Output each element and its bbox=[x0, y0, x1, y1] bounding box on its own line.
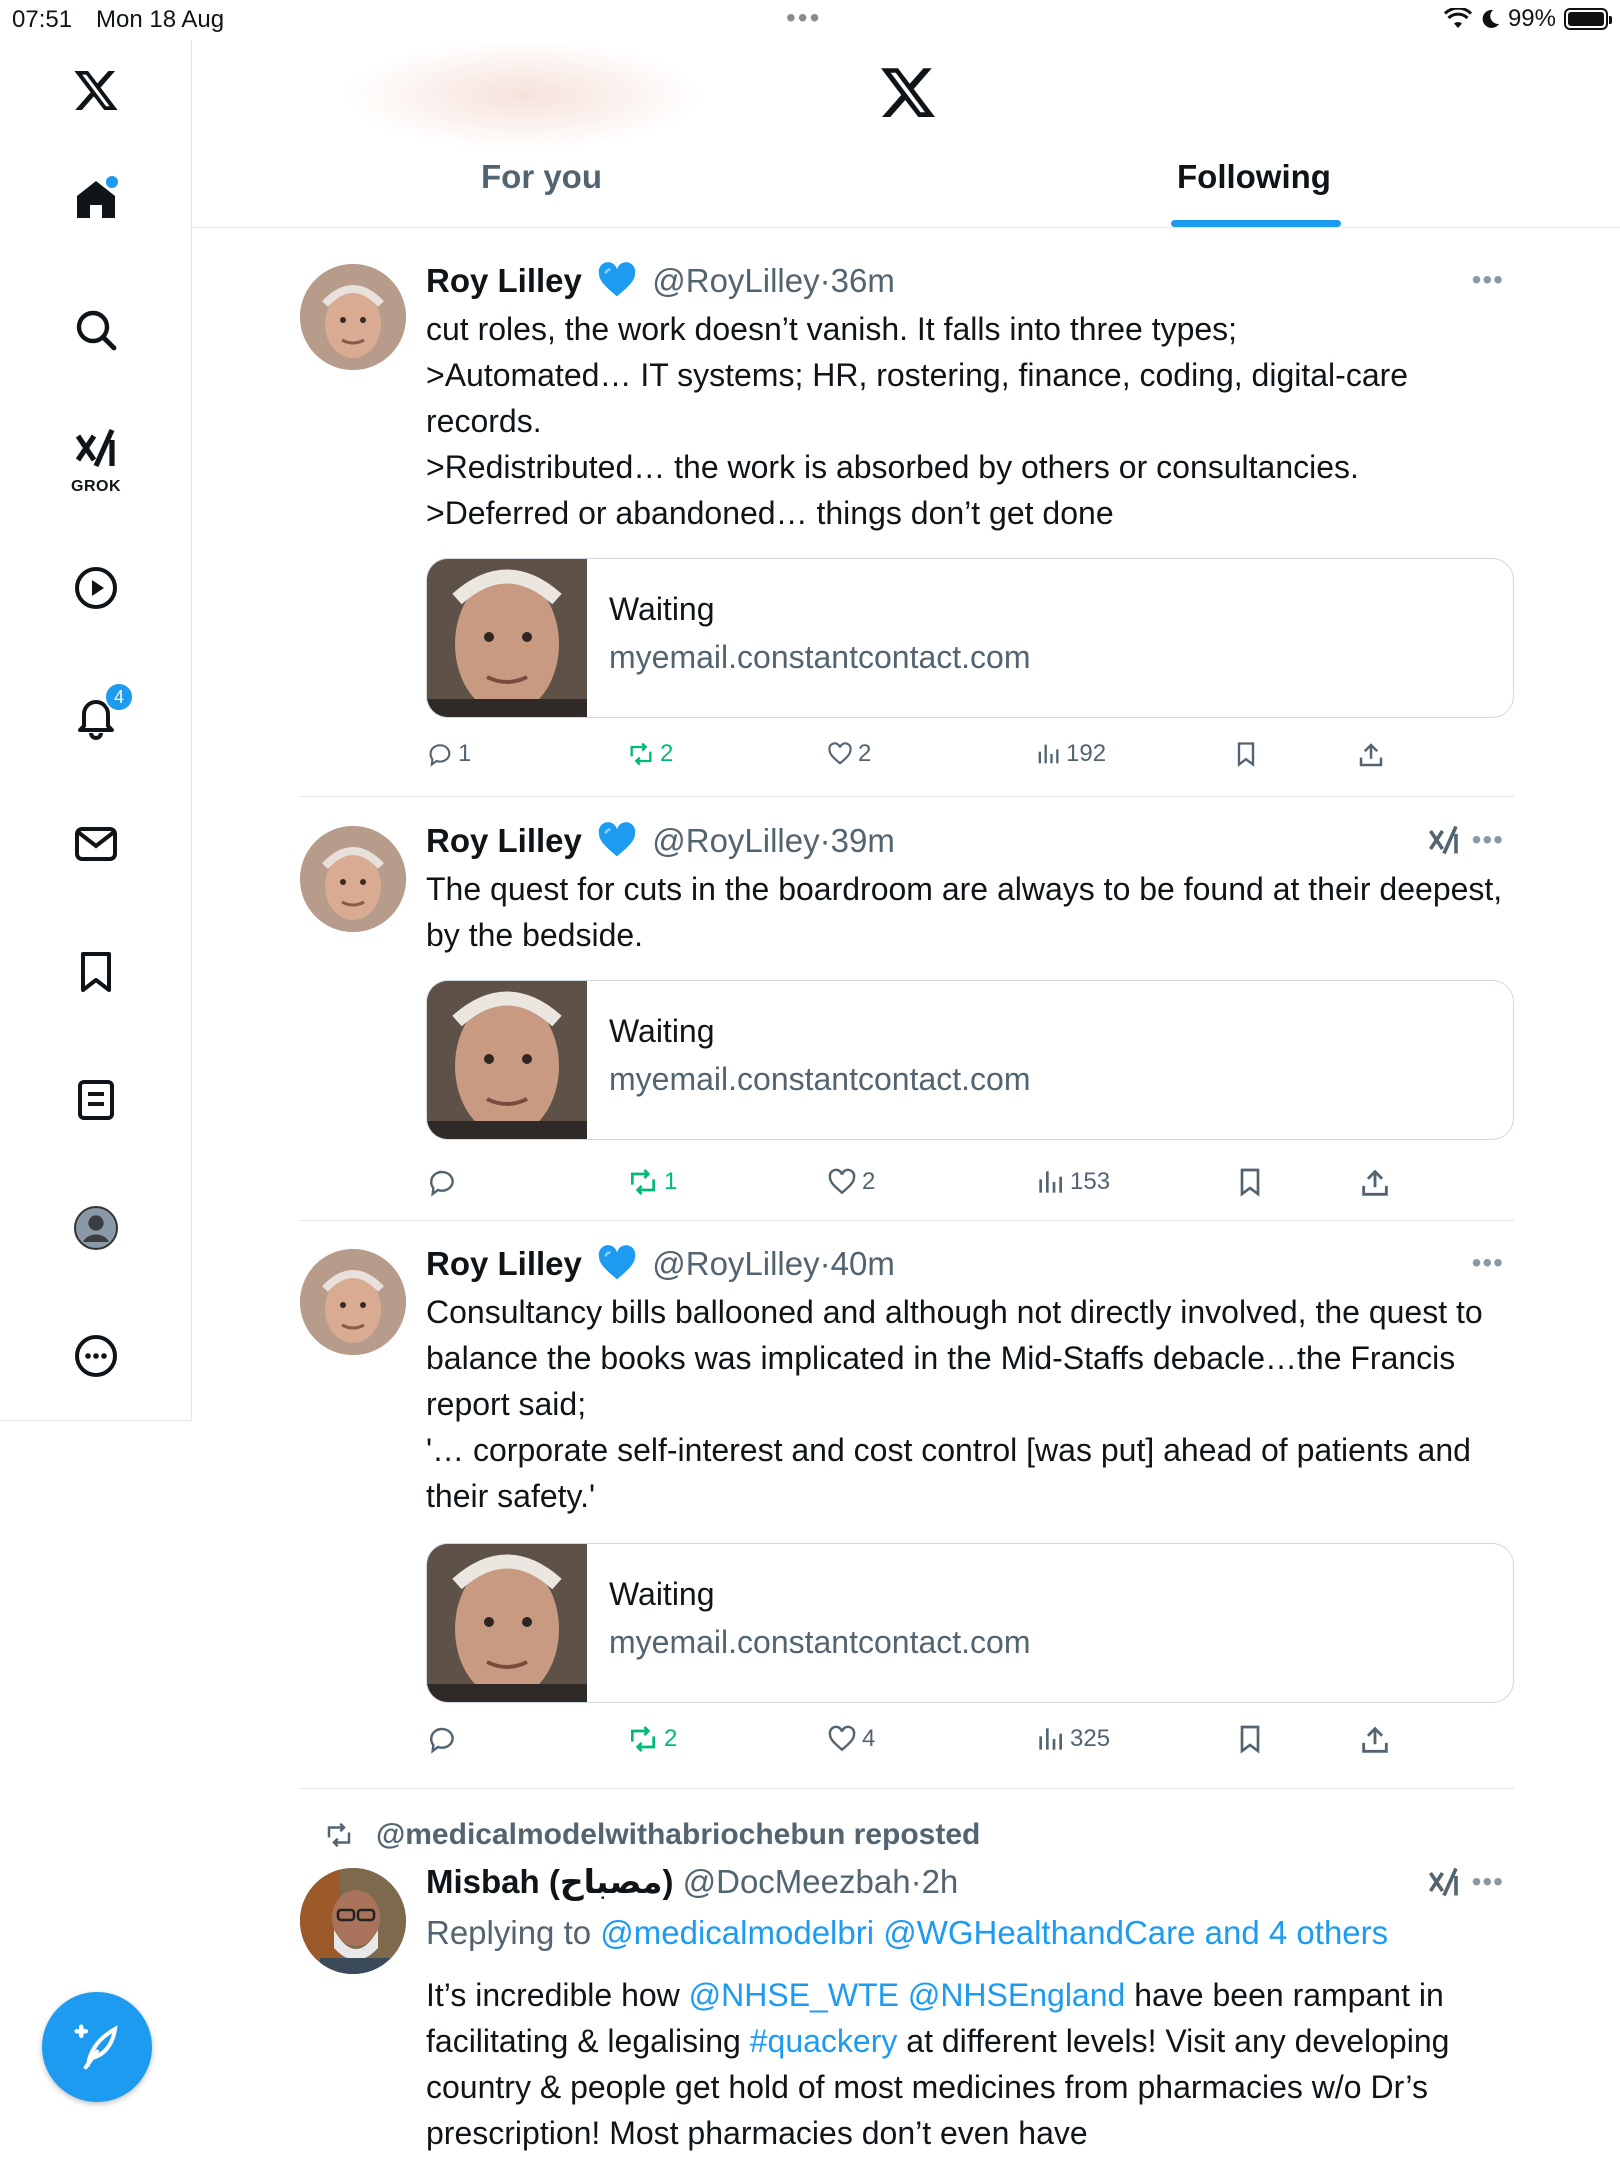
author-name[interactable]: Roy Lilley bbox=[426, 262, 582, 299]
tweet-time[interactable]: 2h bbox=[921, 1863, 959, 1900]
like-count: 2 bbox=[862, 1168, 876, 1195]
more-options-icon[interactable]: ••• bbox=[1471, 1247, 1504, 1278]
share-button[interactable] bbox=[1358, 1166, 1392, 1200]
status-date: Mon 18 Aug bbox=[96, 6, 225, 33]
bookmark-button[interactable] bbox=[1232, 740, 1260, 768]
compose-feather-icon bbox=[70, 2020, 124, 2074]
avatar[interactable] bbox=[300, 264, 406, 370]
share-button[interactable] bbox=[1356, 740, 1386, 770]
tweet[interactable] bbox=[300, 1862, 1514, 2160]
share-icon bbox=[1356, 740, 1386, 770]
sidebar-item-notifications[interactable] bbox=[66, 686, 126, 746]
x-logo-icon[interactable] bbox=[66, 60, 126, 120]
avatar[interactable] bbox=[300, 1249, 406, 1355]
tweet[interactable] bbox=[300, 822, 1514, 1222]
like-count: 2 bbox=[858, 740, 872, 767]
profile-avatar-icon bbox=[72, 1204, 120, 1252]
link-card[interactable] bbox=[426, 1543, 1514, 1703]
search-icon bbox=[72, 306, 120, 354]
text-part: It’s incredible how bbox=[426, 1977, 689, 2013]
reply-icon bbox=[426, 1723, 458, 1755]
replying-to-users[interactable]: @medicalmodelbri @WGHealthandCare and 4 others bbox=[600, 1914, 1389, 1951]
share-button[interactable] bbox=[1358, 1723, 1392, 1757]
heart-icon bbox=[826, 1723, 858, 1755]
blue-heart-icon bbox=[597, 1245, 637, 1281]
repost-icon bbox=[626, 1166, 660, 1198]
more-options-icon[interactable]: ••• bbox=[1471, 264, 1504, 295]
heart-icon bbox=[826, 740, 854, 768]
blue-heart-icon bbox=[597, 822, 637, 858]
more-options-icon[interactable]: ••• bbox=[1471, 1866, 1504, 1897]
status-right bbox=[1444, 5, 1608, 33]
x-logo-icon[interactable] bbox=[878, 62, 938, 122]
views-icon bbox=[1034, 740, 1062, 768]
reply-icon bbox=[426, 740, 454, 768]
tweet-actions bbox=[426, 1723, 1514, 1763]
bookmark-icon bbox=[1232, 740, 1260, 768]
sidebar-divider bbox=[0, 1420, 192, 1421]
bookmark-icon bbox=[1234, 1166, 1266, 1198]
author-name[interactable]: Misbah (مصباح) bbox=[426, 1863, 674, 1900]
timeline-header bbox=[193, 40, 1620, 228]
repost-button[interactable] bbox=[626, 1166, 677, 1198]
reply-count: 1 bbox=[458, 740, 472, 767]
battery-percent: 99% bbox=[1507, 5, 1556, 32]
views-button[interactable] bbox=[1034, 1166, 1110, 1198]
avatar[interactable] bbox=[300, 826, 406, 932]
sidebar-item-search[interactable] bbox=[66, 300, 126, 360]
views-button[interactable] bbox=[1034, 1723, 1110, 1755]
replying-to-prefix: Replying to bbox=[426, 1914, 592, 1951]
grok-explain-icon[interactable] bbox=[1426, 822, 1462, 858]
link-card-thumbnail bbox=[427, 981, 587, 1140]
reply-button[interactable] bbox=[426, 740, 471, 768]
author-handle[interactable]: @DocMeezbah bbox=[682, 1863, 911, 1900]
dot-separator: · bbox=[819, 822, 831, 859]
link-card[interactable] bbox=[426, 558, 1514, 718]
battery-icon bbox=[1564, 8, 1608, 30]
views-button[interactable] bbox=[1034, 740, 1106, 768]
tweet-time[interactable]: 36m bbox=[830, 262, 895, 299]
repost-count: 1 bbox=[664, 1168, 678, 1195]
repost-icon bbox=[626, 740, 656, 768]
repost-context[interactable] bbox=[376, 1818, 980, 1852]
wifi-icon bbox=[1444, 8, 1472, 30]
views-count: 153 bbox=[1070, 1168, 1111, 1195]
grok-icon bbox=[72, 424, 120, 472]
blue-heart-icon bbox=[597, 262, 637, 298]
tweet-text: The quest for cuts in the boardroom are always to be found at their deepest, by the bedside. bbox=[426, 871, 1503, 953]
notification-badge: 4 bbox=[104, 682, 134, 712]
link-card-domain: myemail.constantcontact.com bbox=[609, 1061, 1031, 1097]
tweet-time[interactable]: 40m bbox=[830, 1245, 895, 1282]
status-time: 07:51 bbox=[12, 6, 73, 33]
repost-icon bbox=[626, 1723, 660, 1755]
sidebar-item-messages[interactable] bbox=[66, 814, 126, 874]
dot-separator: · bbox=[819, 1245, 831, 1282]
sidebar-item-bookmarks[interactable] bbox=[66, 942, 126, 1002]
like-button[interactable] bbox=[826, 1723, 875, 1755]
author-handle[interactable]: @RoyLilley bbox=[652, 262, 820, 299]
more-options-icon[interactable]: ••• bbox=[1471, 824, 1504, 855]
author-handle[interactable]: @RoyLilley bbox=[652, 1245, 820, 1282]
moon-icon bbox=[1480, 8, 1500, 30]
tweet-divider bbox=[300, 796, 1514, 797]
hashtag-link[interactable]: #quackery bbox=[749, 2023, 898, 2059]
tweet-text bbox=[426, 1972, 1506, 2156]
text-part: at different levels! Visit any developing country & people get hold of most medicines from pharmacies w/o Dr’s prescription! Most pharmacies don’t even have bbox=[426, 2023, 1450, 2151]
like-button[interactable] bbox=[826, 1166, 875, 1198]
bookmark-button[interactable] bbox=[1234, 1166, 1266, 1198]
tweet[interactable] bbox=[300, 262, 1514, 792]
repost-count: 2 bbox=[660, 740, 674, 767]
tweet-divider bbox=[300, 1220, 1514, 1221]
link-card-domain: myemail.constantcontact.com bbox=[609, 1624, 1031, 1660]
grok-explain-icon[interactable] bbox=[1426, 1864, 1462, 1900]
author-name[interactable]: Roy Lilley bbox=[426, 822, 582, 859]
tweet-time[interactable]: 39m bbox=[830, 822, 895, 859]
views-icon bbox=[1034, 1166, 1066, 1198]
header-blur bbox=[343, 40, 703, 150]
link-card-thumbnail bbox=[427, 559, 587, 718]
replying-to-line bbox=[426, 1914, 1388, 1952]
sidebar-nav bbox=[0, 40, 192, 1420]
link-card-title: Waiting bbox=[609, 591, 715, 627]
tweet-divider bbox=[300, 1788, 1514, 1789]
tweet[interactable] bbox=[300, 1245, 1514, 1785]
bookmark-icon bbox=[72, 948, 120, 996]
grok-label: GROK bbox=[71, 478, 121, 495]
play-icon bbox=[72, 564, 120, 612]
repost-count: 2 bbox=[664, 1725, 678, 1752]
link-card[interactable] bbox=[426, 980, 1514, 1140]
repost-button[interactable] bbox=[626, 740, 673, 768]
views-count: 192 bbox=[1066, 740, 1107, 767]
repost-button[interactable] bbox=[626, 1723, 677, 1755]
like-count: 4 bbox=[862, 1725, 876, 1752]
reply-button[interactable] bbox=[426, 1166, 462, 1198]
author-name[interactable]: Roy Lilley bbox=[426, 1245, 582, 1282]
tweet-actions bbox=[426, 1166, 1514, 1206]
sidebar-item-videos[interactable] bbox=[66, 558, 126, 618]
active-tab-indicator bbox=[1171, 220, 1341, 227]
sidebar-item-more[interactable] bbox=[66, 1326, 126, 1386]
dot-separator: · bbox=[910, 1863, 922, 1900]
bookmark-button[interactable] bbox=[1234, 1723, 1266, 1755]
link-card-thumbnail bbox=[427, 1544, 587, 1703]
tweet-header bbox=[426, 1862, 958, 1901]
dot-separator: · bbox=[819, 262, 831, 299]
repost-icon bbox=[322, 1820, 356, 1850]
sidebar-item-lists[interactable] bbox=[66, 1070, 126, 1130]
tweet-text: Consultancy bills ballooned and although not directly involved, the quest to balance the books was implicated in the Mid-Staffs debacle…the Francis report said; '… corporate self-interest and cost control [was put] ahead of patients and their safety.' bbox=[426, 1294, 1483, 1514]
tab-following[interactable]: Following bbox=[1177, 158, 1331, 195]
share-icon bbox=[1358, 1166, 1392, 1200]
reply-button[interactable] bbox=[426, 1723, 462, 1755]
reply-icon bbox=[426, 1166, 458, 1198]
text-part: have been rampant in facilitating & legalising bbox=[426, 1977, 1444, 2059]
bookmark-icon bbox=[1234, 1723, 1266, 1755]
link-card-title: Waiting bbox=[609, 1576, 715, 1612]
unread-dot bbox=[106, 176, 118, 188]
sidebar-item-grok[interactable] bbox=[66, 418, 126, 478]
tab-for-you[interactable]: For you bbox=[481, 158, 602, 195]
avatar[interactable] bbox=[300, 1868, 406, 1974]
author-handle[interactable]: @RoyLilley bbox=[652, 822, 820, 859]
like-button[interactable] bbox=[826, 740, 871, 768]
reposter-label[interactable]: @medicalmodelwithabriochebun reposted bbox=[376, 1818, 981, 1851]
share-icon bbox=[1358, 1723, 1392, 1757]
status-bar bbox=[0, 0, 1620, 40]
link-card-domain: myemail.constantcontact.com bbox=[609, 639, 1031, 675]
sidebar-item-home[interactable] bbox=[66, 170, 126, 230]
heart-icon bbox=[826, 1166, 858, 1198]
tweet-header bbox=[426, 822, 895, 860]
mention-link[interactable]: @NHSE_WTE @NHSEngland bbox=[688, 1977, 1126, 2013]
tweet-actions bbox=[426, 740, 1514, 780]
tweet-text: cut roles, the work doesn’t vanish. It falls into three types; >Automated… IT systems; HR, rostering, finance, coding, digital-care records. >Redistributed… the work is absorbed by others or consultancies. >Deferred or abandoned… things don’t get done bbox=[426, 311, 1409, 531]
tweet-header bbox=[426, 1245, 895, 1283]
link-card-title: Waiting bbox=[609, 1013, 715, 1049]
compose-button[interactable] bbox=[42, 1992, 152, 2102]
views-count: 325 bbox=[1070, 1725, 1111, 1752]
multitasking-dots[interactable]: ••• bbox=[786, 2, 822, 33]
more-circle-icon bbox=[72, 1332, 120, 1380]
sidebar-item-profile[interactable] bbox=[66, 1198, 126, 1258]
tweet-header bbox=[426, 262, 895, 300]
envelope-icon bbox=[72, 820, 120, 868]
views-icon bbox=[1034, 1723, 1066, 1755]
list-icon bbox=[72, 1076, 120, 1124]
